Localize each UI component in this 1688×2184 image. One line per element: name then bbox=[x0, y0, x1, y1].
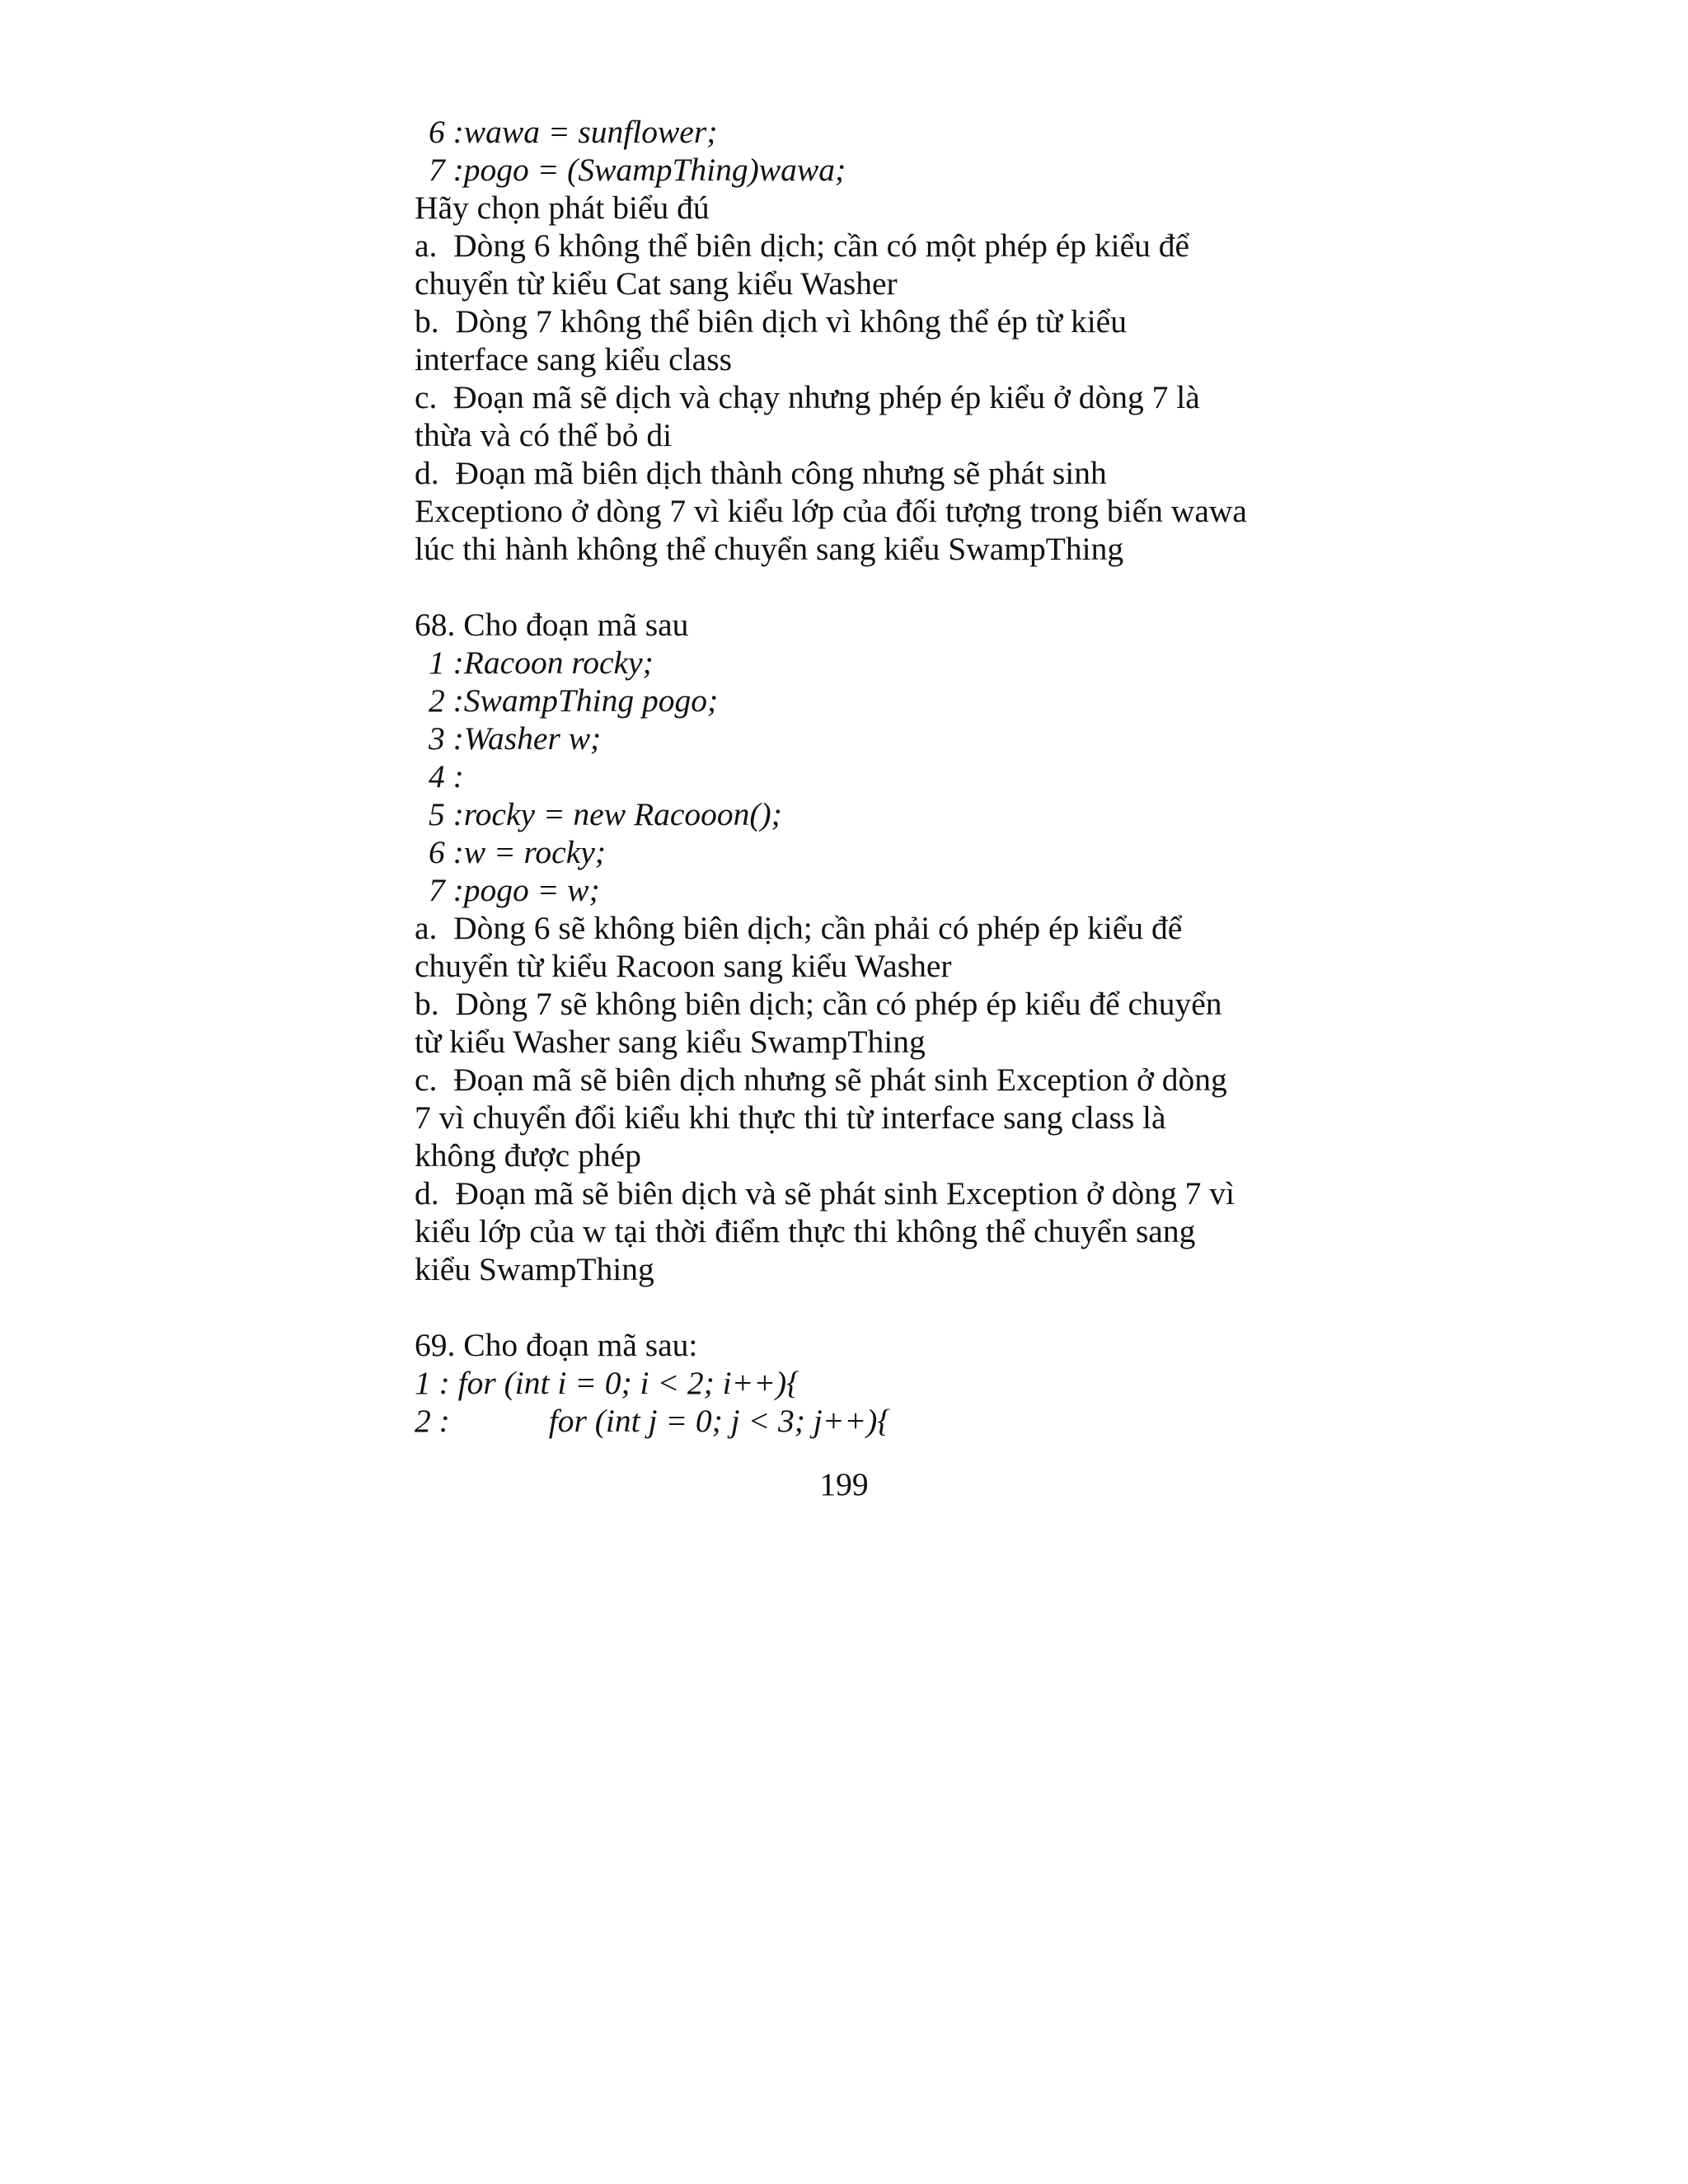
option-text: thừa và có thể bỏ di bbox=[415, 417, 673, 453]
code-line: 7 :pogo = w; bbox=[429, 872, 600, 908]
spacer bbox=[415, 1288, 1305, 1326]
option-text: kiểu SwampThing bbox=[415, 1251, 654, 1287]
option-text: chuyển từ kiểu Racoon sang kiểu Washer bbox=[415, 948, 952, 984]
code-line bbox=[415, 1364, 1305, 1402]
option-a bbox=[415, 909, 1305, 985]
option-text: d. Đoạn mã biên dịch thành công nhưng sẽ phát sinh bbox=[415, 455, 1107, 491]
option-text: a. Dòng 6 không thể biên dịch; cần có một phép ép kiểu để bbox=[415, 227, 1190, 264]
code-text: for (int i = 0; i < 2; i++){ bbox=[457, 1365, 799, 1401]
code-line: 4 : bbox=[429, 758, 464, 794]
code-line bbox=[415, 1402, 1305, 1440]
option-text: kiểu lớp của w tại thời điểm thực thi không thể chuyển sang bbox=[415, 1213, 1196, 1249]
option-b bbox=[415, 302, 1305, 378]
question-prompt: Hãy chọn phát biểu đú bbox=[415, 190, 710, 226]
page-content bbox=[415, 113, 1305, 1440]
option-d bbox=[415, 454, 1305, 568]
option-text: lúc thi hành không thể chuyển sang kiểu SwampThing bbox=[415, 531, 1124, 567]
line-number: 1 : bbox=[415, 1365, 450, 1401]
spacer bbox=[415, 568, 1305, 606]
option-text: interface sang kiểu class bbox=[415, 341, 732, 377]
option-text: b. Dòng 7 sẽ không biên dịch; cần có phép ép kiểu để chuyển bbox=[415, 986, 1222, 1022]
option-c bbox=[415, 378, 1305, 454]
option-text: d. Đoạn mã sẽ biên dịch và sẽ phát sinh Exception ở dòng 7 vì bbox=[415, 1175, 1236, 1212]
question-title: 69. Cho đoạn mã sau: bbox=[415, 1327, 698, 1363]
code-line: 6 :w = rocky; bbox=[429, 834, 606, 870]
code-text: for (int j = 0; j < 3; j++){ bbox=[548, 1403, 891, 1439]
option-d bbox=[415, 1174, 1305, 1288]
code-line: 6 :wawa = sunflower; bbox=[429, 114, 718, 150]
option-text: từ kiểu Washer sang kiểu SwampThing bbox=[415, 1024, 926, 1060]
option-text: chuyển từ kiểu Cat sang kiểu Washer bbox=[415, 265, 898, 302]
code-line: 3 :Washer w; bbox=[429, 720, 602, 757]
option-text: a. Dòng 6 sẽ không biên dịch; cần phải có phép ép kiểu để bbox=[415, 910, 1183, 946]
option-text: Exceptiono ở dòng 7 vì kiểu lớp của đối tượng trong biến wawa bbox=[415, 493, 1247, 529]
option-text: c. Đoạn mã sẽ biên dịch nhưng sẽ phát sinh Exception ở dòng bbox=[415, 1062, 1227, 1098]
option-a bbox=[415, 227, 1305, 302]
question-title: 68. Cho đoạn mã sau bbox=[415, 607, 689, 643]
code-line: 1 :Racoon rocky; bbox=[429, 644, 654, 681]
option-text: 7 vì chuyển đổi kiểu khi thực thi từ interface sang class là bbox=[415, 1099, 1166, 1136]
option-b bbox=[415, 985, 1305, 1061]
option-text: b. Dòng 7 không thể biên dịch vì không thể ép từ kiểu bbox=[415, 303, 1127, 340]
code-line: 2 :SwampThing pogo; bbox=[429, 682, 719, 719]
line-number: 2 : bbox=[415, 1403, 450, 1439]
option-c bbox=[415, 1061, 1305, 1174]
option-text: không được phép bbox=[415, 1137, 641, 1174]
code-line: 7 :pogo = (SwampThing)wawa; bbox=[429, 152, 846, 188]
code-line: 5 :rocky = new Racooon(); bbox=[429, 796, 782, 832]
option-text: c. Đoạn mã sẽ dịch và chạy nhưng phép ép kiểu ở dòng 7 là bbox=[415, 379, 1200, 415]
page-number: 199 bbox=[819, 1466, 869, 1502]
